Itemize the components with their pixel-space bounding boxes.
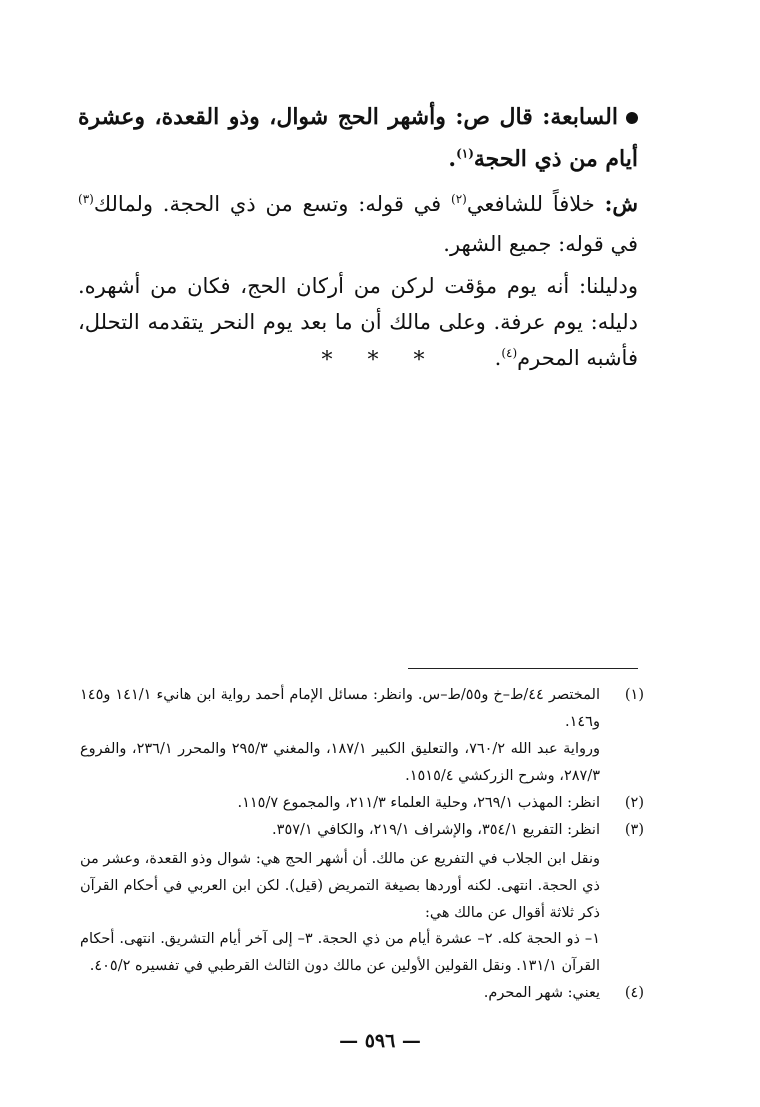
paragraph-commentary: [78, 184, 638, 264]
footnote-divider: [408, 668, 638, 669]
footnote-number: (٢): [624, 795, 644, 811]
footnote-text: ١– ذو الحجة كله. ٢– عشرة أيام من ذي الحجة. ٣– إلى آخر أيام التشريق. انتهى. أحكام القرآن ١٣١/١. ونقل القولين الأولين عن مالك دون الثالث القرطبي في تفسيره ٤٠٥/٢.: [80, 931, 600, 974]
footnote-number: (٤): [624, 985, 644, 1001]
footnote-ref[interactable]: (٣): [78, 192, 94, 206]
bullet-icon: [626, 112, 638, 124]
paragraph-text: خلافاً للشافعي: [466, 192, 595, 216]
paragraph-lead: ش:: [604, 191, 638, 216]
footnote-ref[interactable]: (١): [456, 146, 474, 161]
paragraph-text: في قوله: وتسع من ذي الحجة. ولمالك: [93, 192, 442, 216]
footnote-text: انظر: التفريع ٣٥٤/١، والإشراف ٢١٩/١، والكافي ٣٥٧/١.: [272, 822, 600, 838]
footnote-text: انظر: المهذب ٢٦٩/١، وحلية العلماء ٢١١/٣، والمجموع ١١٥/٧.: [237, 795, 600, 811]
paragraph-end: .: [448, 146, 457, 172]
footnote-ref[interactable]: (٢): [451, 192, 467, 206]
section-separator: * * *: [321, 348, 439, 373]
footnote-number: (١): [624, 687, 644, 703]
paragraph-lead: السابعة:: [542, 104, 618, 130]
page-number: — ٥٩٦ —: [339, 1030, 421, 1052]
footnote-ref[interactable]: (٤): [501, 346, 518, 360]
footnote-text: ونقل ابن الجلاب في التفريع عن مالك. أن أشهر الحج هي: شوال وذو القعدة، وعشر من ذي الحجة. انتهى. لكنه أوردها بصيغة التمريض (قيل). لكن ابن العربي في أحكام القرآن ذكر ثلاثة أقوال عن مالك هي:: [80, 851, 600, 921]
footnote-text: يعني: شهر المحرم.: [483, 985, 600, 1001]
footnote-number: (٣): [624, 822, 644, 838]
paragraph-text: ودليلنا: أنه يوم مؤقت لركن من أركان الحج، فكان من أشهره. دليله: يوم عرفة. وعلى مالك أن ما بعد يوم النحر يتقدمه التحلل، فأشبه المحرم: [78, 274, 638, 370]
paragraph-seventh-issue: [78, 96, 638, 180]
footnote-text: ورواية عبد الله ٧٦٠/٢، والتعليق الكبير ١٨٧/١، والمغني ٢٩٥/٣ والمحرر ٢٣٦/١، والفروع ٢٨٧/٣، وشرح الزركشي ١٥١٥/٤.: [80, 741, 600, 784]
paragraph-text: قال ص: وأشهر الحج شوال، وذو القعدة، وعشرة أيام من ذي الحجة: [78, 104, 638, 172]
paragraph-end: .: [494, 346, 502, 370]
paragraph-text: في قوله: جميع الشهر.: [443, 232, 638, 256]
footnote-text: المختصر ٤٤/ط–خ و٥٥/ط–س. وانظر: مسائل الإمام أحمد رواية ابن هانيء ١٤١/١ و١٤٥ و١٤٦.: [80, 687, 600, 730]
